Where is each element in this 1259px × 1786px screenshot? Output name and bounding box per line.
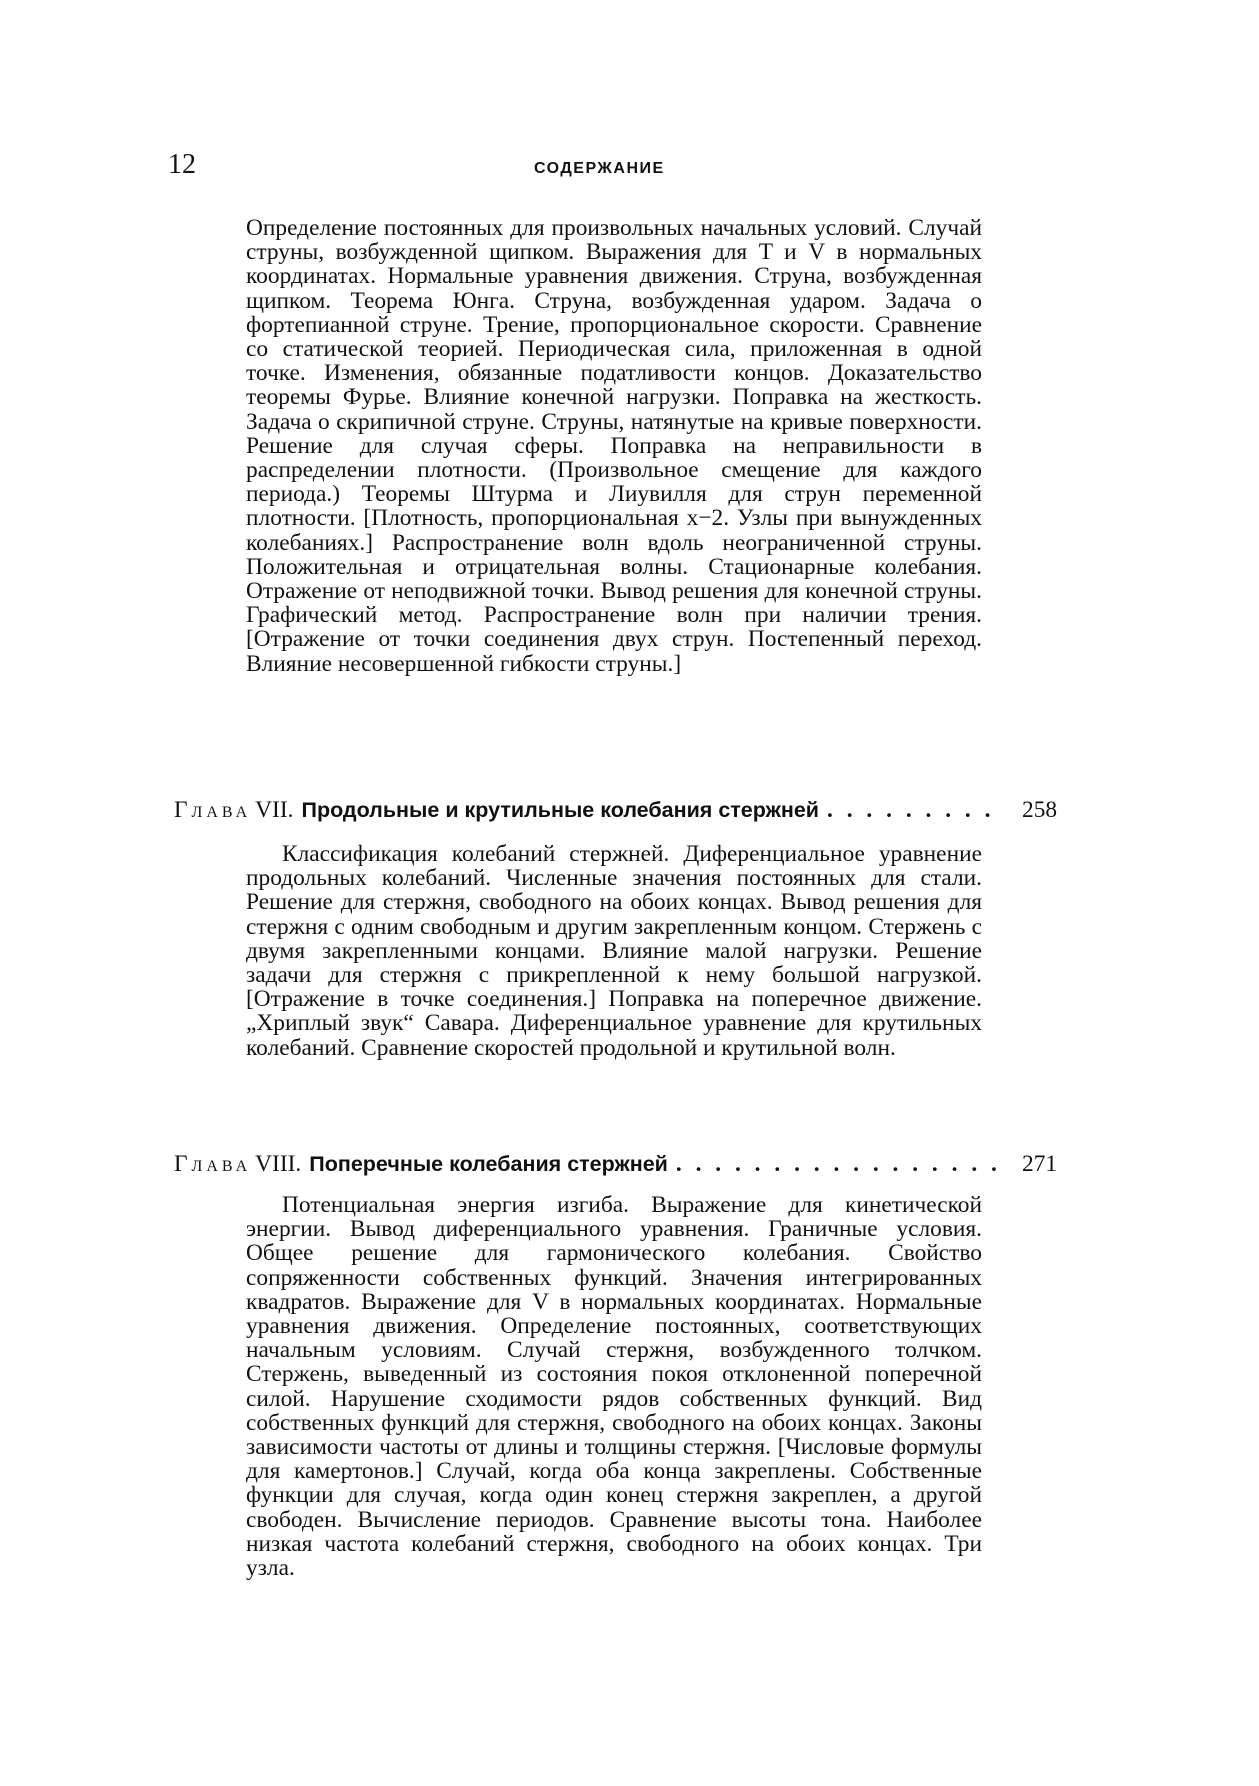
chapter-title: Поперечные колебания стержней — [309, 1152, 668, 1176]
chapter-label: Глава — [174, 797, 252, 823]
chapter-7-summary: Классификация колебаний стержней. Диференциальное уравнение продольных колебаний. Численные значения постоянных для стали. Решение для стержня, свободного на обоих концах. Вывод решения для стержня с одним свободным и другим закрепленным концом. Стержень с двумя закрепленными концами. Влияние малой нагрузки. Решение задачи для стержня с прикрепленной к нему большой нагрузкой. [Отражение в точке соединения.] Поправка на поперечное движение. „Хриплый звук“ Савара. Диференциальное уравнение для крутильных колебаний. Сравнение скоростей продольной и крутильной волн. — [246, 841, 982, 1061]
chapter-page-number: 271 — [1022, 1151, 1058, 1177]
chapter-entry-7 — [174, 796, 1064, 824]
running-title: СОДЕРЖАНИЕ — [534, 160, 665, 177]
dot-leader — [668, 1150, 996, 1178]
chapter-page-number: 258 — [1022, 797, 1058, 823]
chapter-title: Продольные и крутильные колебания стержней — [301, 798, 820, 822]
chapter-numeral: VII. — [255, 797, 294, 823]
dot-leader — [819, 796, 996, 824]
contents-paragraph-continued: Определение постоянных для произвольных начальных условий. Случай струны, возбужденной щипком. Выражения для T и V в нормальных координатах. Нормальные уравнения движения. Струна, возбужденная щипком. Теорема Юнга. Струна, возбужденная ударом. Задача о фортепианной струне. Трение, пропорциональное скорости. Сравнение со статической теорией. Периодическая сила, приложенная в одной точке. Изменения, обязанные податливости концов. Доказательство теоремы Фурье. Влияние конечной нагрузки. Поправка на жесткость. Задача о скрипичной струне. Струны, натянутые на кривые поверхности. Решение для случая сферы. Поправка на неправильности в распределении плотности. (Произвольное смещение для каждого периода.) Теоремы Штурма и Лиувилля для струн переменной плотности. [Плотность, пропорциональная x−2. Узлы при вынужденных колебаниях.] Распространение волн вдоль неограниченной струны. Положительная и отрицательная волны. Стационарные колебания. Отражение от неподвижной точки. Вывод решения для конечной струны. Графический метод. Распространение волн при наличии трения. [Отражение от точки соединения двух струн. Постепенный переход. Влияние несовершенной гибкости струны.] — [246, 215, 982, 677]
chapter-entry-8 — [174, 1150, 1064, 1178]
chapter-8-summary: Потенциальная энергия изгиба. Выражение для кинетической энергии. Вывод диференциального уравнения. Граничные условия. Общее решение для гармонического колебания. Свойство сопряженности собственных функций. Значения интегрированных квадратов. Выражение для V в нормальных координатах. Нормальные уравнения движения. Определение постоянных, соответствующих начальным условиям. Случай стержня, возбужденного толчком. Стержень, выведенный из состояния покоя отклоненной поперечной силой. Нарушение сходимости рядов собственных функций. Вид собственных функций для стержня, свободного на обоих концах. Законы зависимости частоты от длины и толщины стержня. [Числовые формулы для камертонов.] Случай, когда оба конца закреплены. Собственные функции для случая, когда один конец стержня закреплен, а другой свободен. Вычисление периодов. Сравнение высоты тона. Наиболее низкая частота колебаний стержня, свободного на обоих концах. Три узла. — [246, 1192, 982, 1582]
page-number: 12 — [168, 149, 196, 180]
chapter-label: Глава — [174, 1151, 252, 1177]
chapter-numeral: VIII. — [255, 1151, 302, 1177]
